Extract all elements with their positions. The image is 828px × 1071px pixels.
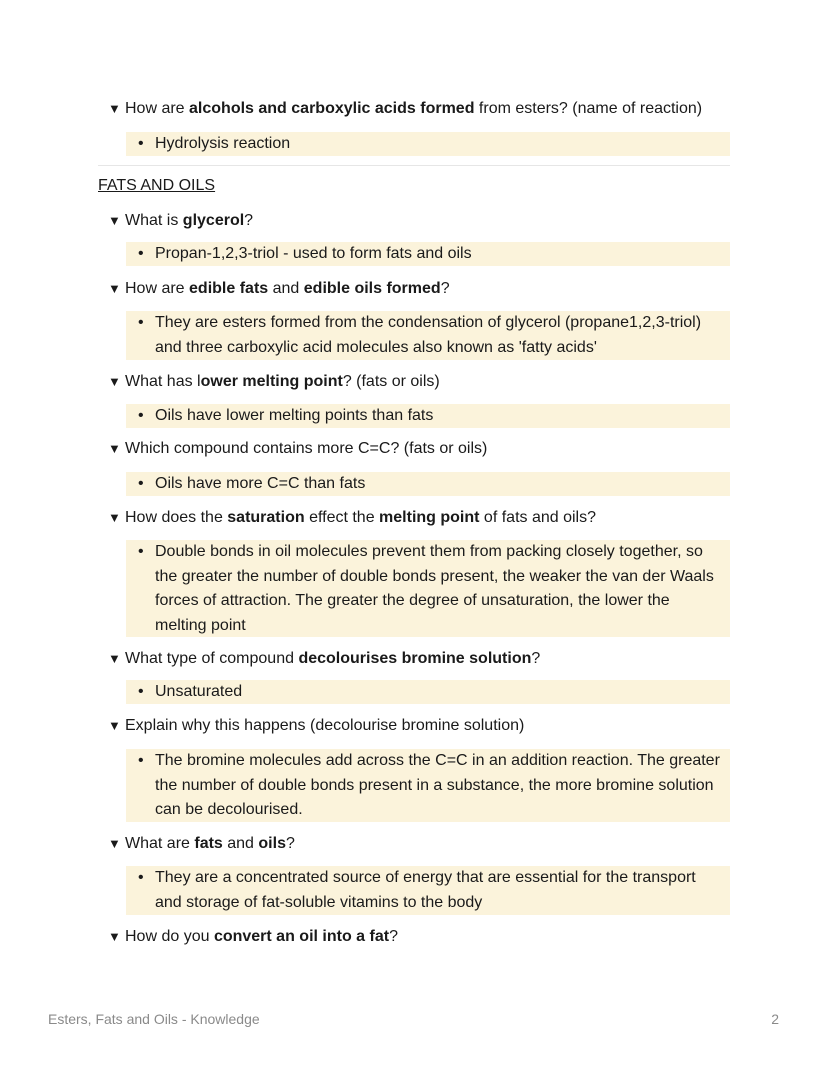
footer-title: Esters, Fats and Oils - Knowledge [48, 1011, 260, 1027]
toggle-triangle-icon[interactable]: ▼ [108, 836, 121, 851]
answer-line: They are a concentrated source of energy that are essential for the transport [155, 869, 696, 886]
answer-line: Oils have lower melting points than fats [155, 407, 434, 424]
question-text: How do you [125, 928, 214, 945]
question-bold-text: convert an oil into a fat [213, 928, 390, 945]
toggle-triangle-icon[interactable]: ▼ [108, 651, 121, 666]
bullet-icon: • [138, 683, 144, 700]
question-bold-text: ower melting point [200, 373, 343, 390]
question-text: from esters? (name of reaction) [474, 100, 703, 117]
bullet-icon: • [138, 543, 144, 560]
question-text: ? [389, 928, 398, 945]
toggle-question[interactable] [108, 439, 487, 459]
answer-block [126, 404, 730, 428]
answer-block [126, 680, 730, 704]
answer-block [126, 132, 730, 156]
answer-line: Unsaturated [155, 683, 243, 700]
toggle-triangle-icon[interactable]: ▼ [108, 441, 121, 456]
answer-block [126, 311, 730, 360]
answer-block [126, 242, 730, 266]
question-text: Which compound contains more C=C? (fats or oils) [125, 440, 488, 457]
toggle-triangle-icon[interactable]: ▼ [108, 101, 121, 116]
answer-line: the greater the number of double bonds present, the weaker the van der Waals [155, 567, 714, 585]
bullet-icon: • [138, 752, 144, 769]
question-bold-text: fats [194, 835, 223, 852]
answer-line: Hydrolysis reaction [155, 135, 291, 152]
question-text: What type of compound [125, 650, 299, 667]
answer-line: can be decolourised. [155, 801, 303, 818]
question-bold-text: alcohols and carboxylic acids formed [189, 100, 475, 117]
question-bold-text: oils [258, 835, 286, 852]
answer-block [126, 472, 730, 496]
answer-line: forces of attraction. The greater the degree of unsaturation, the lower the [155, 592, 670, 609]
question-bold-text: melting point [379, 509, 480, 526]
question-text: ? [531, 650, 541, 667]
toggle-question[interactable] [108, 927, 398, 947]
toggle-question[interactable] [108, 649, 540, 669]
bullet-icon: • [138, 245, 144, 262]
toggle-question[interactable] [108, 716, 524, 736]
toggle-triangle-icon[interactable]: ▼ [108, 281, 121, 296]
page-number: 2 [771, 1011, 779, 1027]
answer-line: and storage of fat-soluble vitamins to the body [155, 893, 483, 911]
question-text: of fats and oils? [479, 509, 596, 526]
question-text: ? [244, 212, 254, 229]
toggle-question[interactable] [108, 508, 596, 528]
question-bold-text: edible fats [189, 280, 269, 297]
answer-line: Double bonds in oil molecules prevent them from packing closely together, so [155, 543, 703, 560]
question-bold-text: decolourises bromine solution [298, 650, 532, 667]
bullet-icon: • [138, 314, 144, 331]
question-text: How does the [125, 509, 228, 526]
toggle-triangle-icon[interactable]: ▼ [108, 213, 121, 228]
answer-block [126, 866, 730, 915]
question-text: How are [125, 280, 190, 297]
answer-block [126, 540, 730, 637]
question-bold-text: saturation [227, 509, 305, 526]
answer-line: The bromine molecules add across the C=C in an addition reaction. The greater [155, 752, 720, 769]
toggle-triangle-icon[interactable]: ▼ [108, 718, 121, 733]
answer-line: melting point [155, 616, 246, 634]
toggle-question[interactable] [108, 279, 450, 299]
answer-line: They are esters formed from the condensation of glycerol (propane1,2,3-triol) [155, 314, 702, 331]
question-text: effect the [304, 509, 380, 526]
question-text: Explain why this happens (decolourise bromine solution) [125, 717, 525, 734]
question-text: What is [125, 212, 183, 229]
answer-block [126, 749, 730, 822]
toggle-question[interactable] [108, 99, 702, 119]
answer-line: Propan-1,2,3-triol - used to form fats and oils [155, 245, 472, 262]
bullet-icon: • [138, 407, 144, 424]
question-bold-text: glycerol [182, 212, 245, 229]
question-text: and [268, 280, 304, 297]
answer-line: Oils have more C=C than fats [155, 475, 366, 492]
question-text: How are [125, 100, 190, 117]
bullet-icon: • [138, 475, 144, 492]
section-heading: FATS AND OILS [98, 177, 216, 194]
answer-line: and three carboxylic acid molecules also known as 'fatty acids' [155, 338, 597, 356]
toggle-triangle-icon[interactable]: ▼ [108, 374, 121, 389]
bullet-icon: • [138, 135, 144, 152]
question-text: ? [285, 835, 295, 852]
question-text: What has l [125, 373, 201, 390]
question-text: ? [440, 280, 450, 297]
question-text: and [222, 835, 259, 852]
toggle-question[interactable] [108, 834, 295, 854]
toggle-question[interactable] [108, 372, 440, 392]
divider [98, 165, 730, 166]
answer-line: the number of double bonds present in a substance, the more bromine solution [155, 776, 714, 794]
toggle-question[interactable] [108, 211, 253, 231]
question-bold-text: edible oils formed [303, 280, 441, 297]
toggle-triangle-icon[interactable]: ▼ [108, 510, 121, 525]
question-text: ? (fats or oils) [342, 373, 440, 390]
question-text: What are [125, 835, 195, 852]
toggle-triangle-icon[interactable]: ▼ [108, 929, 121, 944]
bullet-icon: • [138, 869, 144, 886]
